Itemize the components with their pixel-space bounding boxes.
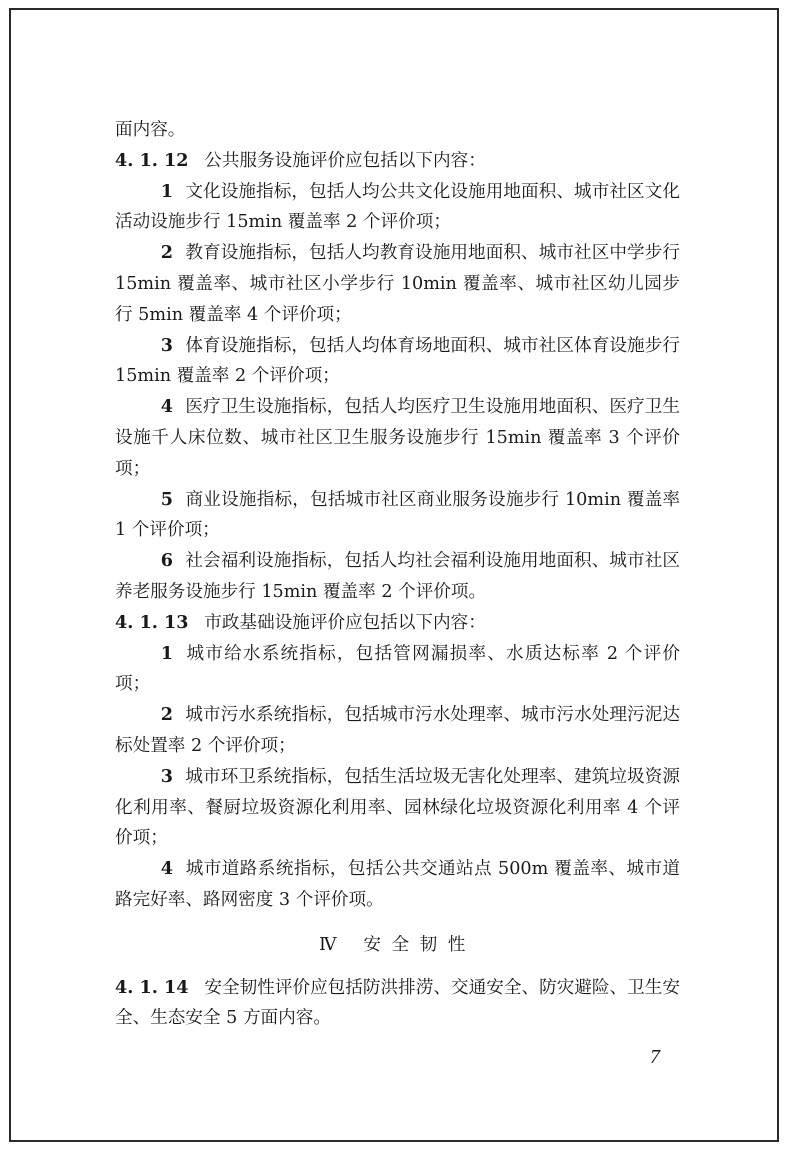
item-number: 3 — [160, 765, 173, 787]
item-text: 商业设施指标，包括城市社区商业服务设施步行 10min 覆盖率 1 个评价项； — [115, 489, 680, 541]
item-text: 城市污水系统指标，包括城市污水处理率、城市污水处理污泥达标处置率 2 个评价项； — [115, 705, 680, 756]
list-item — [115, 700, 680, 762]
item-number: 1 — [160, 180, 173, 202]
clause-text: 安全韧性评价应包括防洪排涝、交通安全、防灾避险、卫生安全、生态安全 5 方面内容。 — [115, 977, 680, 1029]
item-text: 城市给水系统指标，包括管网漏损率、水质达标率 2 个评价项； — [115, 643, 680, 695]
document-body — [115, 115, 680, 1034]
item-number: 4 — [160, 396, 173, 418]
item-text: 社会福利设施指标，包括人均社会福利设施用地面积、城市社区养老服务设施步行 15min 覆盖率 2 个评价项。 — [115, 551, 680, 602]
list-item — [115, 392, 680, 484]
item-number: 2 — [160, 242, 173, 264]
item-number: 4 — [160, 858, 173, 880]
item-text: 教育设施指标，包括人均教育设施用地面积、城市社区中学步行 15min 覆盖率、城市社区小学步行 10min 覆盖率、城市社区幼儿园步行 5min 覆盖率 4 个评价项； — [115, 243, 680, 325]
list-item — [115, 177, 680, 239]
item-number: 2 — [160, 704, 173, 726]
item-number: 5 — [160, 488, 173, 510]
item-text: 医疗卫生设施指标，包括人均医疗卫生设施用地面积、医疗卫生设施千人床位数、城市社区卫生服务设施步行 15min 覆盖率 3 个评价项； — [115, 397, 680, 479]
item-text: 城市环卫系统指标，包括生活垃圾无害化处理率、建筑垃圾资源化利用率、餐厨垃圾资源化利用率、园林绿化垃圾资源化利用率 4 个评价项； — [115, 766, 680, 849]
paragraph-continuation — [115, 115, 680, 146]
item-text: 城市道路系统指标，包括公共交通站点 500m 覆盖率、城市道路完好率、路网密度 3 个评价项。 — [115, 859, 680, 910]
clause-4-1-14 — [115, 973, 680, 1035]
section-heading: Ⅳ 安全韧性 — [319, 934, 476, 955]
continuation-text: 面内容。 — [115, 120, 186, 140]
list-item — [115, 238, 680, 330]
clause-number: 4. 1. 14 — [115, 976, 189, 998]
item-text: 体育设施指标，包括人均体育场地面积、城市社区体育设施步行 15min 覆盖率 2 个评价项； — [115, 335, 680, 387]
clause-text: 公共服务设施评价应包括以下内容： — [204, 150, 486, 171]
list-item — [115, 485, 680, 547]
clause-number: 4. 1. 13 — [115, 611, 189, 633]
list-item — [115, 546, 680, 608]
item-text: 文化设施指标，包括人均公共文化设施用地面积、城市社区文化活动设施步行 15min 覆盖率 2 个评价项； — [115, 181, 680, 233]
item-number: 1 — [160, 642, 173, 664]
list-item — [115, 331, 680, 393]
page-number: 7 — [650, 1046, 660, 1068]
item-number: 6 — [160, 550, 173, 572]
list-item — [115, 854, 680, 916]
item-number: 3 — [160, 334, 173, 356]
clause-number: 4. 1. 12 — [115, 149, 189, 171]
clause-4-1-12 — [115, 146, 680, 177]
clause-text: 市政基础设施评价应包括以下内容： — [204, 612, 486, 633]
list-item — [115, 639, 680, 701]
clause-4-1-13 — [115, 608, 680, 639]
list-item — [115, 762, 680, 854]
